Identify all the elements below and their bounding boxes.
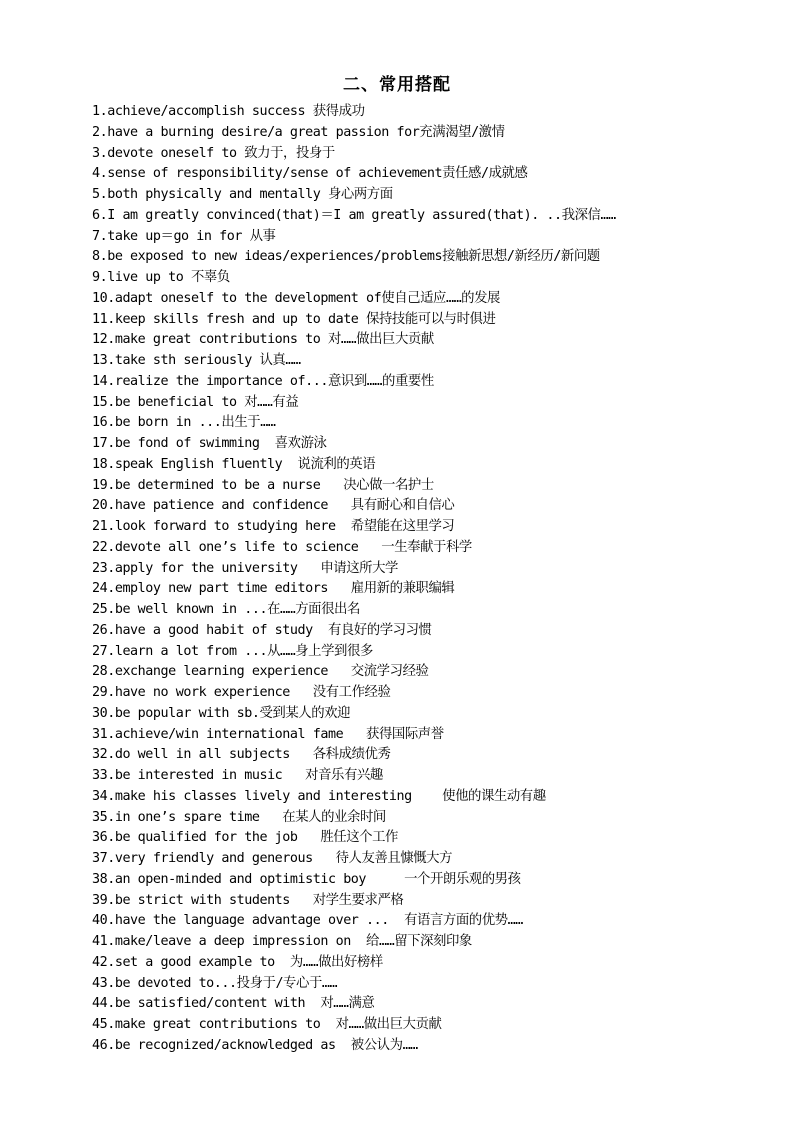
phrase-item: 36.be qualified for the job 胜任这个工作 — [92, 830, 398, 846]
phrase-item: 32.do well in all subjects 各科成绩优秀 — [92, 747, 391, 763]
phrase-item: 3.devote oneself to 致力于，投身于 — [92, 145, 335, 161]
phrase-item: 40.have the language advantage over ... 有语言方面的优势…… — [92, 913, 523, 929]
phrase-item: 12.make great contributions to 对……做出巨大贡献 — [92, 332, 434, 348]
phrase-item: 25.be well known in ...在……方面很出名 — [92, 602, 360, 617]
phrase-item: 41.make/leave a deep impression on 给……留下深刻印象 — [92, 934, 472, 949]
phrase-item: 26.have a good habit of study 有良好的学习习惯 — [92, 622, 432, 638]
phrase-item: 43.be devoted to...投身于/专心于…… — [92, 975, 338, 991]
phrase-item: 2.have a burning desire/a great passion for充满渴望/激情 — [92, 124, 505, 140]
phrase-item: 45.make great contributions to 对……做出巨大贡献 — [92, 1017, 442, 1032]
phrase-item: 19.be determined to be a nurse 决心做一名护士 — [92, 477, 434, 493]
phrase-item: 31.achieve/win international fame 获得国际声誉 — [92, 726, 444, 742]
phrase-list — [92, 102, 772, 1057]
phrase-item: 15.be beneficial to 对……有益 — [92, 394, 299, 410]
phrase-item: 17.be fond of swimming 喜欢游泳 — [92, 436, 327, 451]
phrase-item: 13.take sth seriously 认真…… — [92, 353, 301, 368]
phrase-item: 21.look forward to studying here 希望能在这里学习 — [92, 519, 455, 534]
phrase-item: 7.take up＝go in for 从事 — [92, 228, 276, 244]
phrase-item: 46.be recognized/acknowledged as 被公认为…… — [92, 1037, 418, 1053]
phrase-item: 34.make his classes lively and interesting 使他的课生动有趣 — [92, 788, 546, 804]
phrase-item: 30.be popular with sb.受到某人的欢迎 — [92, 705, 351, 721]
phrase-item: 35.in one’s spare time 在某人的业余时间 — [92, 809, 386, 825]
phrase-item: 4.sense of responsibility/sense of achievement责任感/成就感 — [92, 166, 528, 182]
phrase-item: 23.apply for the university 申请这所大学 — [92, 560, 398, 576]
phrase-item: 24.employ new part time editors 雇用新的兼职编辑 — [92, 581, 455, 597]
phrase-item: 42.set a good example to 为……做出好榜样 — [92, 954, 383, 970]
phrase-item: 10.adapt oneself to the development of使自己适应……的发展 — [92, 290, 500, 306]
phrase-item: 8.be exposed to new ideas/experiences/problems接触新思想/新经历/新问题 — [92, 249, 600, 265]
phrase-item: 39.be strict with students 对学生要求严格 — [92, 892, 404, 908]
phrase-item: 33.be interested in music 对音乐有兴趣 — [92, 768, 383, 783]
phrase-item: 29.have no work experience 没有工作经验 — [92, 685, 391, 700]
phrase-item: 1.achieve/accomplish success 获得成功 — [92, 104, 365, 119]
phrase-item: 28.exchange learning experience 交流学习经验 — [92, 664, 429, 680]
section-title: 二、常用搭配 — [343, 75, 451, 95]
phrase-item: 6.I am greatly convinced(that)＝I am greatly assured(that). ..我深信…… — [92, 207, 616, 223]
phrase-item: 9.live up to 不辜负 — [92, 270, 230, 285]
phrase-item: 20.have patience and confidence 具有耐心和自信心 — [92, 498, 455, 514]
phrase-item: 11.keep skills fresh and up to date 保持技能可以与时俱进 — [92, 311, 496, 327]
phrase-item: 18.speak English fluently 说流利的英语 — [92, 456, 376, 472]
phrase-item: 22.devote all one’s life to science 一生奉献于科学 — [92, 539, 472, 555]
phrase-item: 44.be satisfied/content with 对……满意 — [92, 996, 375, 1012]
phrase-item: 5.both physically and mentally 身心两方面 — [92, 187, 393, 202]
phrase-item: 14.realize the importance of...意识到……的重要性 — [92, 373, 434, 389]
phrase-item: 38.an open-minded and optimistic boy 一个开朗乐观的男孩 — [92, 871, 521, 887]
phrase-item: 16.be born in ...出生于…… — [92, 415, 276, 431]
phrase-item: 27.learn a lot from ...从……身上学到很多 — [92, 643, 373, 659]
phrase-item: 37.very friendly and generous 待人友善且慷慨大方 — [92, 851, 453, 866]
